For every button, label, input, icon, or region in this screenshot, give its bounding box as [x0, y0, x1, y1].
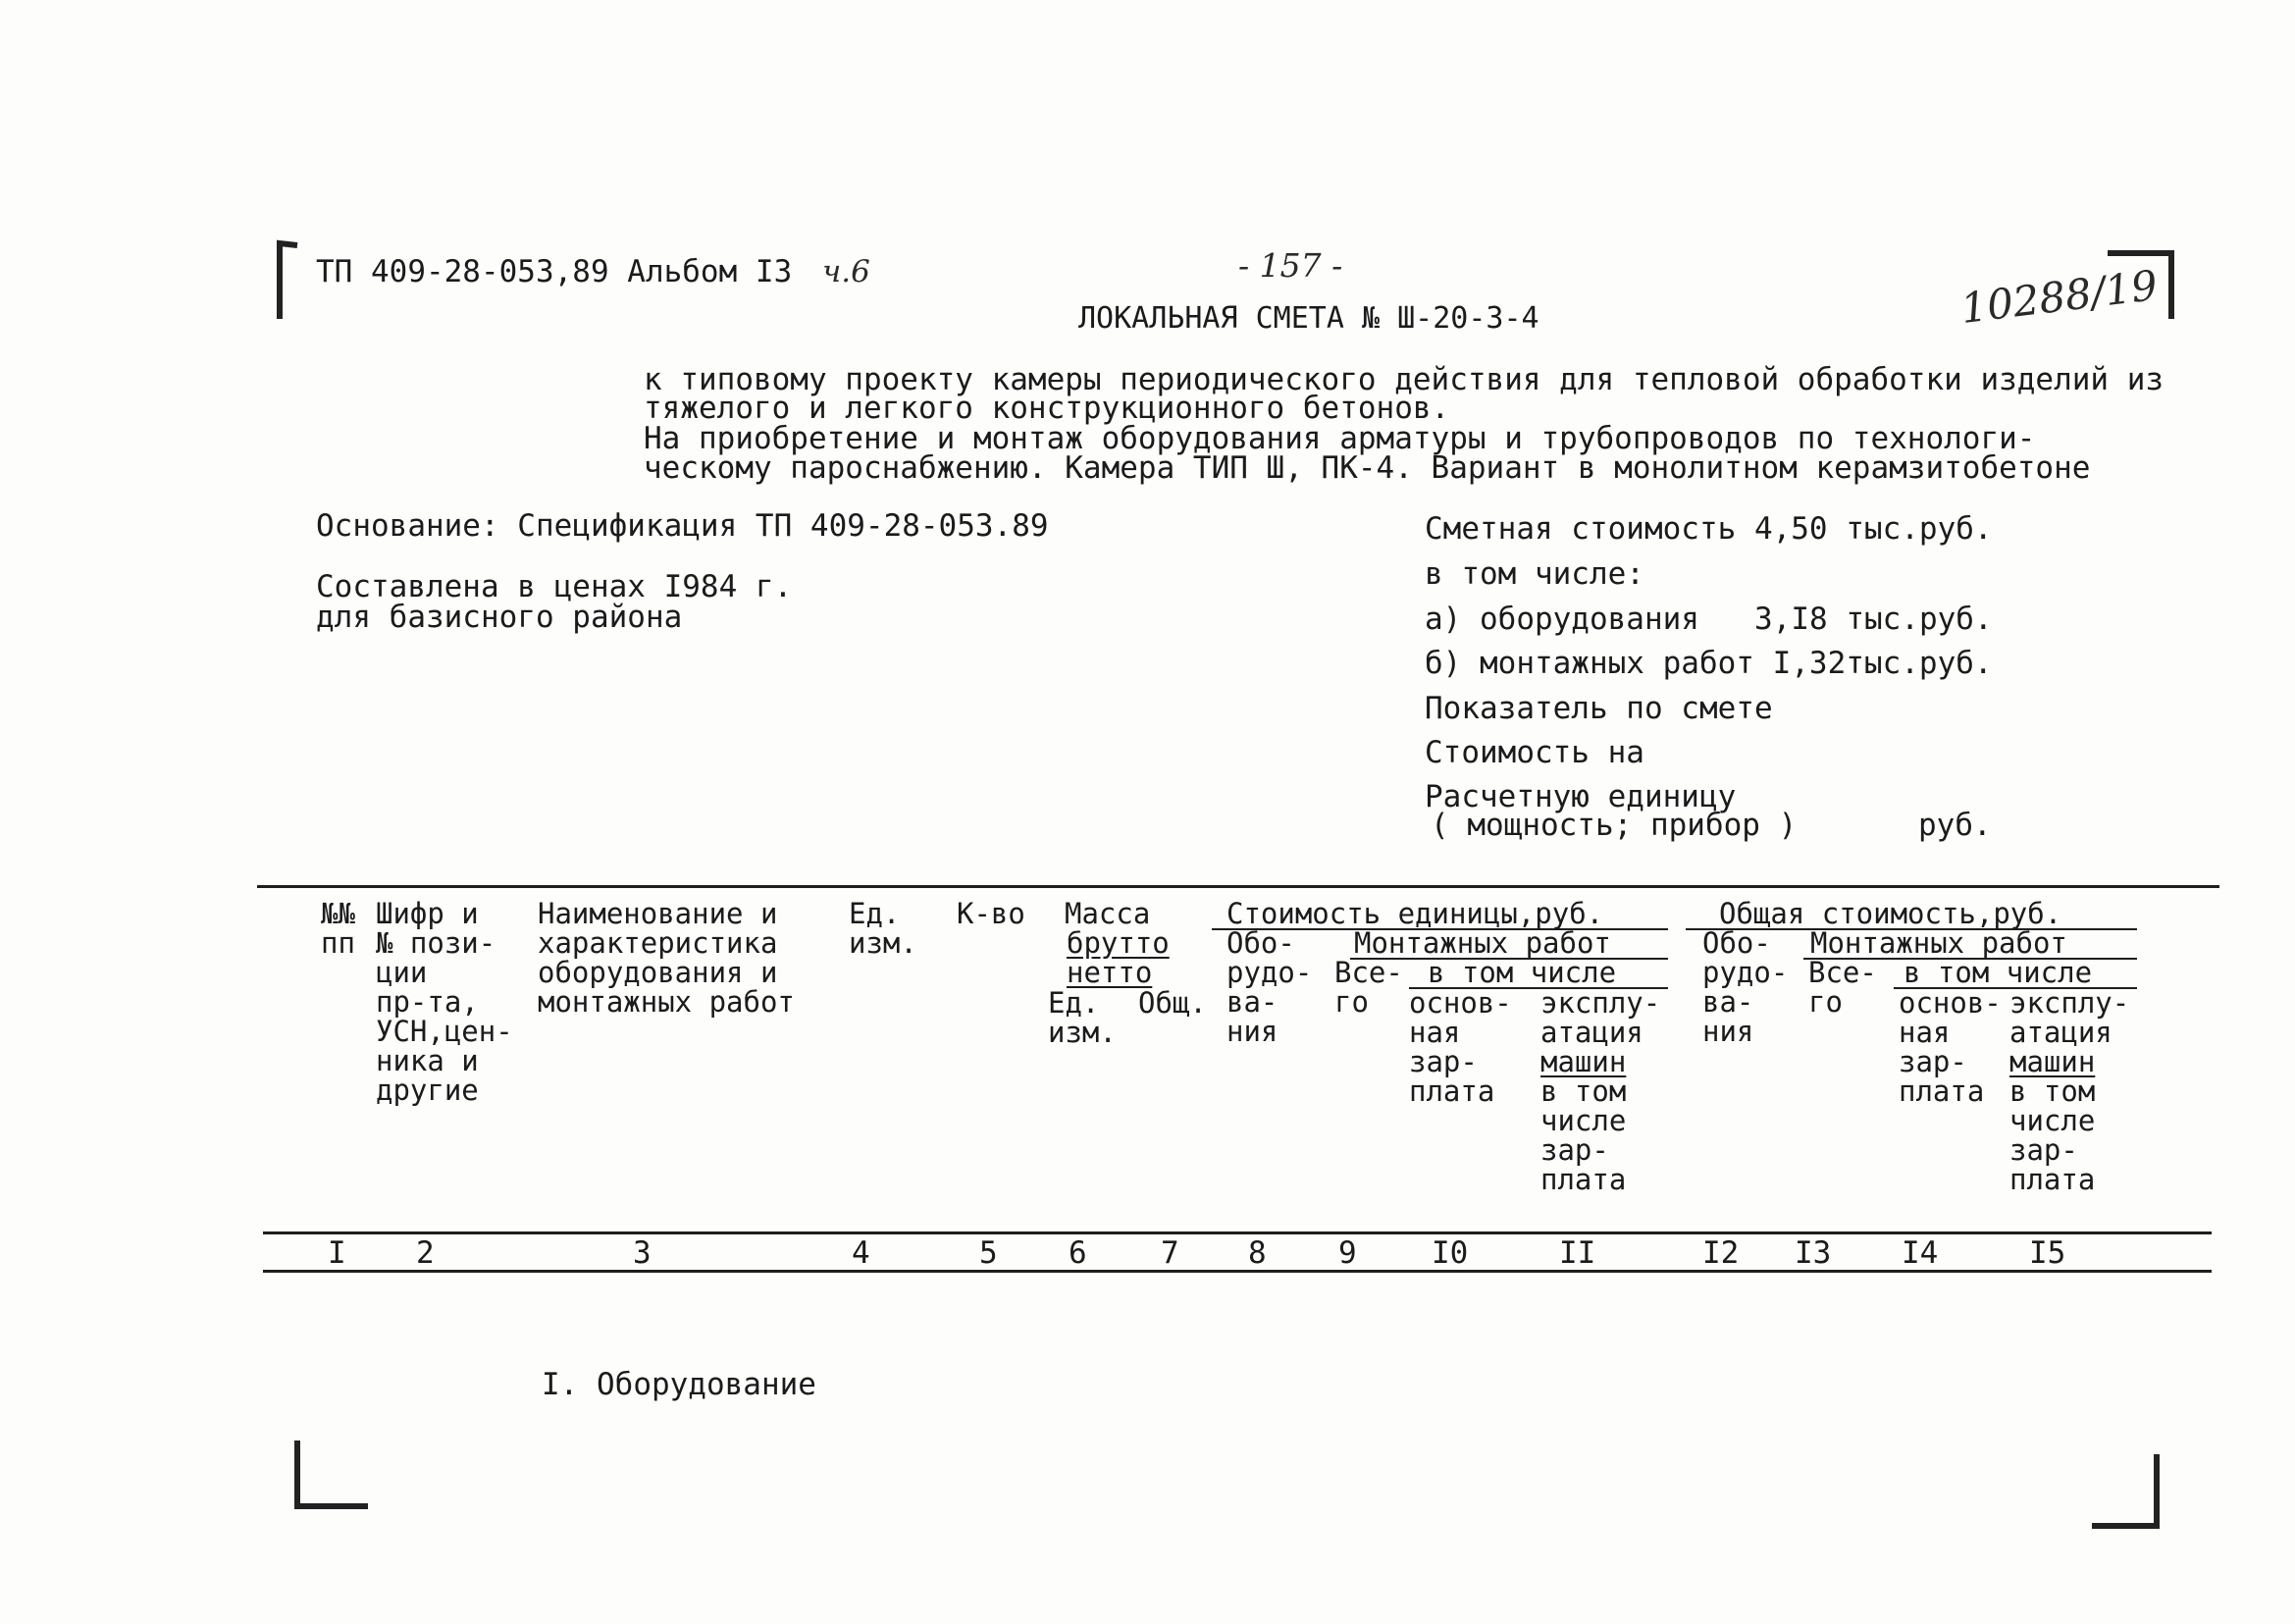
column-number: I5	[2029, 1235, 2066, 1271]
column-number: 7	[1161, 1235, 1179, 1271]
corner-bottom-right	[2092, 1454, 2157, 1526]
description-line-2: тяжелого и легкого конструкционного бетонов.	[644, 391, 1450, 426]
page-number: - 157 -	[1238, 246, 1343, 285]
column-number: I4	[1902, 1235, 1939, 1271]
cost-equipment-value: 3,I8 тыс.руб.	[1754, 602, 1993, 637]
total-machines-label: машин	[2009, 1045, 2096, 1078]
total-machines-header: эксплу- атация	[2009, 986, 2130, 1049]
cost-unit-line-1: Расчетную единицу	[1425, 779, 1737, 814]
column-number: 5	[979, 1235, 998, 1271]
unit-wage-header: основ- ная зар- плата	[1409, 986, 1512, 1108]
col-header-number: №№ пп	[321, 897, 355, 960]
table-top-rule	[257, 885, 2219, 888]
col-header-mass-total: Общ.	[1138, 986, 1207, 1020]
column-number: 2	[416, 1235, 435, 1271]
total-machines-wage-header: в том числе зар- плата	[2009, 1074, 2096, 1196]
column-number: II	[1559, 1235, 1596, 1271]
unit-machines-header: эксплу- атация	[1540, 986, 1661, 1049]
description-line-4: ческому пароснабжению. Камера ТИП Ш, ПК-4. Вариант в монолитном керамзитобетоне	[644, 450, 2091, 486]
unit-equipment-header: Обо- рудо- ва- ния	[1226, 926, 1313, 1048]
column-number: I2	[1702, 1235, 1740, 1271]
unit-cost-group-title: Стоимость единицы,руб.	[1226, 897, 1604, 930]
column-number: 8	[1248, 1235, 1267, 1271]
unit-machines-wage-header: в том числе зар- плата	[1540, 1074, 1627, 1196]
col-header-name: Наименование и характеристика оборудования и монтажных работ	[538, 897, 795, 1019]
unit-machines-label: машин	[1540, 1045, 1627, 1078]
column-number: 4	[852, 1235, 870, 1271]
corner-bottom-left	[297, 1441, 368, 1506]
column-number: 3	[633, 1235, 652, 1271]
cost-per-unit: Стоимость на	[1425, 735, 1644, 770]
column-number: I0	[1432, 1235, 1469, 1271]
cost-indicator: Показатель по смете	[1425, 691, 1773, 726]
doc-reference: ТП 409-28-053,89 Альбом I3	[316, 254, 793, 289]
inventory-number: 10288/19	[1957, 260, 2161, 334]
estimate-title: ЛОКАЛЬНАЯ СМЕТА № Ш-20-3-4	[1078, 301, 1539, 336]
col-header-mass-netto: нетто	[1067, 956, 1153, 989]
basis-prices-line-2: для базисного района	[316, 600, 683, 635]
description-line-1: к типовому проекту камеры периодического действия для тепловой обработки изделий из	[644, 362, 2165, 397]
total-all-header: Все- го	[1808, 956, 1877, 1019]
total-incl-header: в том числе	[1904, 956, 2093, 989]
column-number: 6	[1069, 1235, 1087, 1271]
cost-including: в том числе:	[1425, 556, 1644, 592]
table-header-rule	[263, 1231, 2212, 1234]
cost-installation: б) монтажных работ I,32тыс.руб.	[1425, 646, 1993, 681]
col-header-quantity: К-во	[957, 897, 1025, 930]
col-header-mass-unit: Ед. изм.	[1048, 986, 1117, 1049]
album-part: ч.6	[822, 254, 870, 289]
total-equipment-header: Обо- рудо- ва- ния	[1702, 926, 1789, 1048]
col-header-unit: Ед. изм.	[849, 897, 917, 960]
column-number: I	[328, 1235, 346, 1271]
basis-prices-line-1: Составлена в ценах I984 г.	[316, 569, 793, 604]
section-title: I. Оборудование	[542, 1367, 816, 1402]
cost-equipment-label: а) оборудования	[1425, 602, 1699, 637]
col-header-code: Шифр и № пози- ции пр-та, УСН,цен- ника и другие	[376, 897, 513, 1107]
description-line-3: На приобретение и монтаж оборудования арматуры и трубопроводов по технологи-	[644, 421, 2036, 456]
cost-unit-currency: руб.	[1918, 808, 1992, 843]
total-cost-group-title: Общая стоимость,руб.	[1719, 897, 2062, 930]
total-install-header: Монтажных работ	[1810, 926, 2067, 960]
unit-install-header: Монтажных работ	[1354, 926, 1611, 960]
corner-top-left	[280, 243, 297, 319]
unit-incl-header: в том числе	[1428, 956, 1617, 989]
total-wage-header: основ- ная зар- плата	[1899, 986, 2002, 1108]
cost-unit-line-2: ( мощность; прибор )	[1431, 808, 1798, 843]
col-header-mass-brutto: брутто	[1067, 926, 1170, 960]
column-number: 9	[1338, 1235, 1357, 1271]
col-header-mass: Масса	[1065, 897, 1151, 930]
unit-all-header: Все- го	[1334, 956, 1403, 1019]
basis-foundation: Основание: Спецификация ТП 409-28-053.89	[316, 508, 1049, 544]
cost-total: Сметная стоимость 4,50 тыс.руб.	[1425, 511, 1993, 547]
column-number: I3	[1795, 1235, 1832, 1271]
